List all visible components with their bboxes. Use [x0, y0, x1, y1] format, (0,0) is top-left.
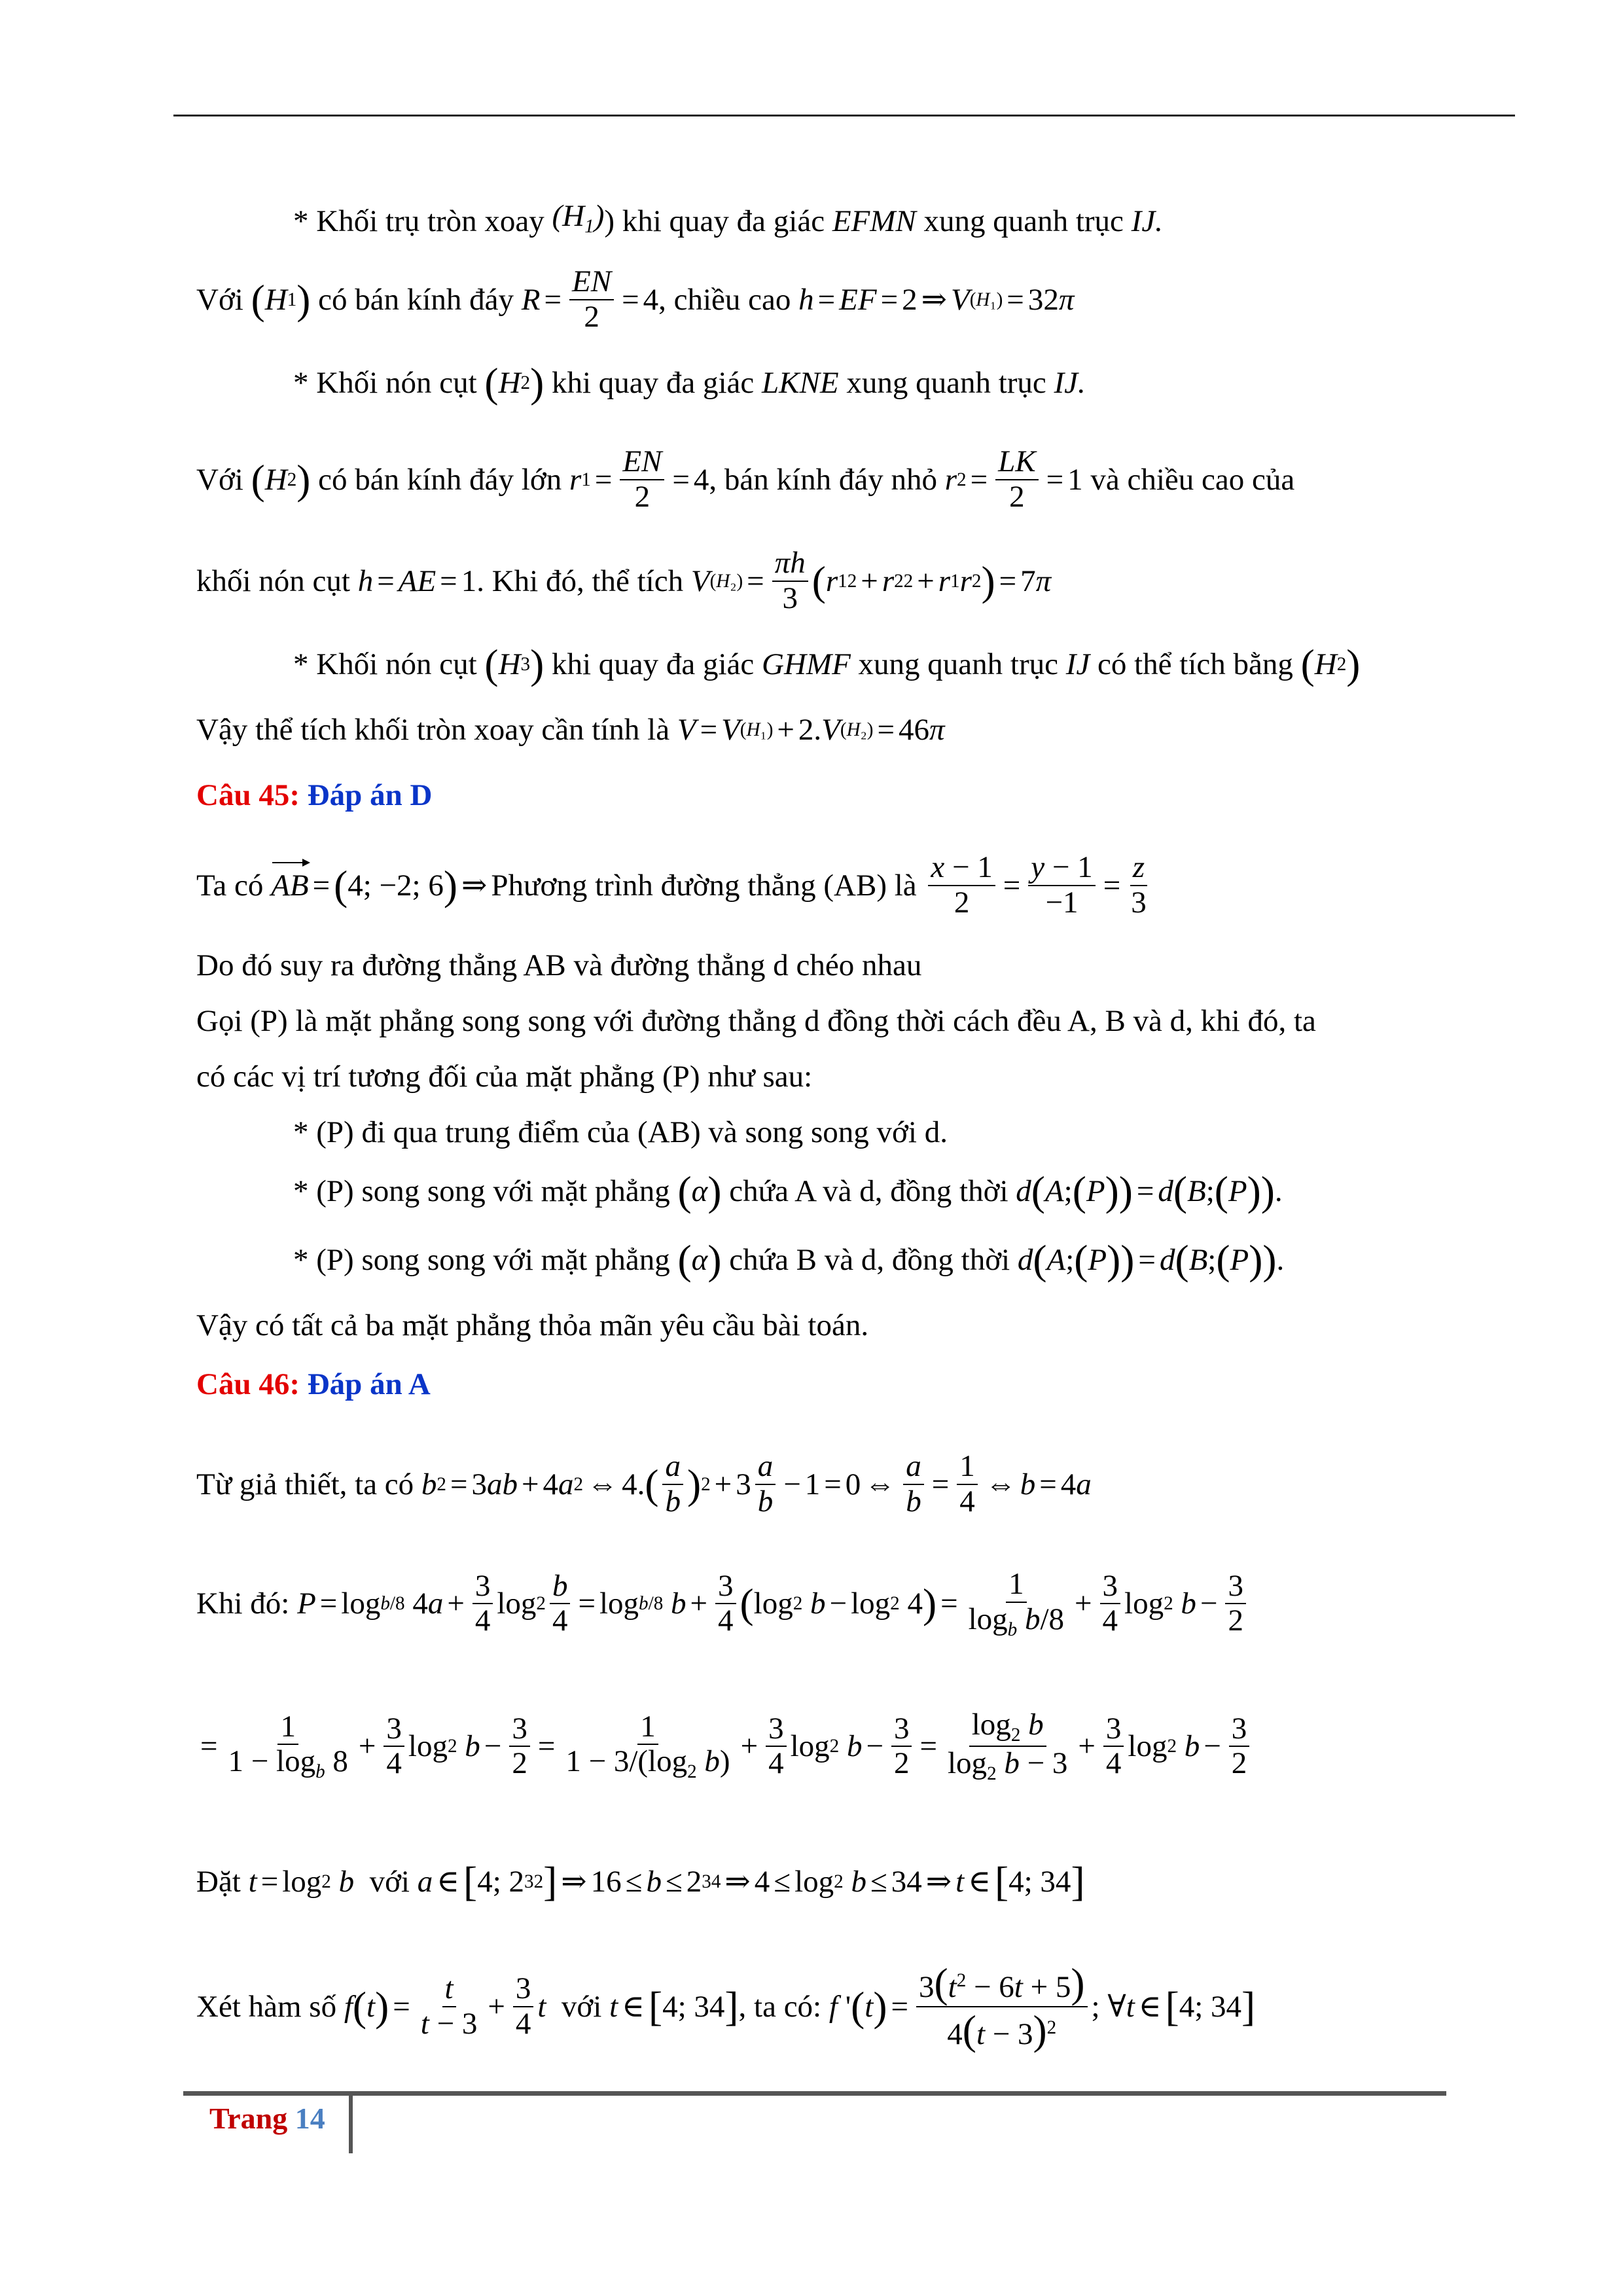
axis-name: IJ.	[1054, 366, 1086, 400]
text: chứa B và d, đồng thời	[729, 1243, 1010, 1277]
text: , chiều cao	[658, 282, 791, 317]
fraction: $\frac{EN}{2}$	[620, 445, 664, 514]
fraction: $\frac{3}{2}$	[891, 1712, 912, 1781]
question-45-heading	[196, 776, 432, 815]
axis-name: IJ.	[1131, 204, 1163, 239]
fraction: $\frac{3}{4}$	[513, 1972, 534, 2041]
answer-label: Đáp án D	[307, 778, 433, 812]
conclusion-45	[196, 1306, 868, 1345]
substitution-line: Đặt t = log 2 b với a ∈ [ 4; 2 32 ] ⇒ 16 ≤ b ≤ 2 34 ⇒ 4 ≤ log 2 b ≤ 34 ⇒ t ∈ [ 4; 34 ]	[196, 1858, 1085, 1905]
page-number-value: 14	[294, 2102, 325, 2135]
fraction: $\frac{3}{4}$	[383, 1712, 404, 1781]
fraction: $\frac{3}{4}$	[766, 1712, 787, 1781]
page-label: Trang	[209, 2102, 288, 2135]
fraction: $\frac{a}{b}$	[755, 1450, 776, 1518]
fraction: $\frac{3(t^2 - 6t + 5)}{4(t - 3)^2}$	[916, 1960, 1088, 2053]
text: khối nón cụt	[196, 564, 350, 598]
h3-frustum-line: * Khối nón cụt ( H 3 ) khi quay đa giác GHMF xung quanh trục IJ có thể tích bằng ( H 2 )	[293, 641, 1361, 687]
hypothesis-equation: Từ giả thiết, ta có b 2 = 3 ab + 4 a 2 ⇔ 4. ( $\frac{a}{b}$ ) 2 + 3 $\frac{a}{b}$ − 1 = 0 ⇔ $\frac{a}{b}$ = $\frac{1}{4}$ ⇔ b = 4 a	[196, 1449, 1092, 1518]
plane-p-text-2	[196, 1057, 812, 1096]
fraction: $\frac{EN}{2}$	[569, 265, 614, 334]
text: xung quanh trục	[858, 647, 1058, 681]
text: * Khối nón cụt	[293, 366, 477, 400]
question-label: Câu 45:	[196, 778, 300, 812]
fraction: $\frac{1}{1 - \log_b 8}$	[228, 1709, 348, 1783]
text: Đặt	[196, 1865, 241, 1899]
total-volume-line: Vậy thể tích khối tròn xoay cần tính là V = V (H₁) + 2. V (H₂) = 46 π	[196, 710, 945, 749]
text: Từ giả thiết, ta có	[196, 1467, 414, 1501]
text: có các vị trí tương đối của mặt phẳng (P) như sau:	[196, 1060, 813, 1094]
text: Vậy thể tích khối tròn xoay cần tính là	[196, 713, 670, 747]
page-number	[209, 2101, 325, 2136]
fraction: $\frac{1}{1 - 3/(\log_2 b)}$	[565, 1709, 730, 1783]
text: có bán kính đáy lớn	[318, 462, 562, 497]
case-3: * (P) song song với mặt phẳng ( α ) chứa B và d, đồng thời d ( A ; ( P ) ) = d ( B ; ( P ) ) .	[293, 1236, 1285, 1283]
fraction: $\frac{3}{4}$	[473, 1570, 493, 1638]
question-46-heading	[196, 1365, 431, 1404]
text: , ta có:	[738, 1989, 822, 2024]
fraction: $\frac{z}{3}$	[1131, 850, 1147, 920]
polygon-name: GHMF	[762, 647, 851, 681]
fraction: $\frac{1}{\log_b b/8}$	[968, 1567, 1065, 1640]
text: * Khối trụ tròn xoay	[293, 204, 544, 239]
text: xung quanh trục	[846, 366, 1046, 400]
p-expression-1: Khi đó: P = log b/8 4 a + $\frac{3}{4}$ log 2 $\frac{b}{4}$ = log b/8 b + $\frac{3}{4}$ ( log 2 b − log 2 4 ) = $\frac{1}{\log_b b/8}$ + $\frac{3}{4}$ log 2 b − $\frac{3}{2}$	[196, 1568, 1250, 1640]
footer-divider	[349, 2096, 353, 2153]
text: khi quay đa giác	[551, 366, 755, 400]
text: ) khi quay đa giác	[604, 204, 825, 239]
text: Với	[196, 462, 243, 497]
fraction: $\frac{y - 1}{-1}$	[1028, 851, 1095, 920]
fraction: $\frac{3}{4}$	[1100, 1570, 1121, 1638]
text: với	[369, 1865, 410, 1899]
fraction: $\frac{1}{4}$	[957, 1450, 978, 1518]
text: , bán kính đáy nhỏ	[709, 462, 937, 497]
text: Với	[196, 282, 243, 317]
text: . Khi đó, thể tích	[476, 564, 684, 598]
answer-label: Đáp án A	[307, 1367, 431, 1401]
h1-solid-line: * Khối trụ tròn xoay $(H_1)$ ) khi quay đa giác EFMN xung quanh trục IJ.	[293, 196, 1163, 246]
text: (H	[552, 199, 585, 233]
fraction: $\frac{a}{b}$	[903, 1450, 924, 1518]
line-ab-equation: Ta có AB = ( 4; −2; 6 ) ⇒ Phương trình đường thẳng (AB) là $\frac{x - 1}{2}$ = $\frac{y - 1}{-1}$ = $\frac{z}{3}$	[196, 851, 1153, 920]
fraction: $\frac{a}{b}$	[662, 1450, 683, 1518]
function-study-line: Xét hàm số f ( t ) = $\frac{t}{t - 3}$ + $\frac{3}{4}$ t với t ∈ [ 4; 34 ] , ta có: f ' ( t ) = $\frac{3(t^2 - 6t + 5)}{4(t - 3)^2}$ ; ∀ t ∈ [ 4; 34 ]	[196, 1960, 1256, 2053]
text: chứa A và d, đồng thời	[729, 1174, 1008, 1208]
text: * (P) song song với mặt phẳng	[293, 1174, 670, 1208]
text: với	[561, 1989, 602, 2024]
text: * Khối nón cụt	[293, 647, 477, 681]
skew-lines-text	[196, 946, 921, 985]
polygon-name: EFMN	[832, 204, 916, 239]
text: * (P) song song với mặt phẳng	[293, 1243, 670, 1277]
h2-frustum-line: * Khối nón cụt ( H 2 ) khi quay đa giác LKNE xung quanh trục IJ.	[293, 359, 1086, 406]
h2-radius-line: Với ( H 2 ) có bán kính đáy lớn r 1 = $\frac{EN}{2}$ = 4 , bán kính đáy nhỏ r 2 = $\frac{LK}{2}$ = 1 và chiều cao của	[196, 444, 1295, 514]
fraction: $\frac{x - 1}{2}$	[928, 851, 995, 920]
fraction: $\frac{3}{2}$	[1229, 1712, 1250, 1781]
polygon-name: LKNE	[762, 366, 839, 400]
text: Khi đó:	[196, 1587, 290, 1621]
text: * (P) đi qua trung điểm của (AB) và song song với d.	[293, 1115, 948, 1149]
fraction: $\frac{LK}{2}$	[995, 445, 1039, 514]
case-2: * (P) song song với mặt phẳng ( α ) chứa A và d, đồng thời d ( A ; ( P ) ) = d ( B ; ( P ) ) .	[293, 1168, 1283, 1214]
text: Do đó suy ra đường thẳng AB và đường thẳng d chéo nhau	[196, 948, 922, 982]
fraction: $\frac{\log_2 b}{\log_2 b - 3}$	[948, 1708, 1068, 1785]
text: xung quanh trục	[923, 204, 1124, 239]
text: có bán kính đáy	[318, 282, 514, 317]
text: Ta có	[196, 868, 264, 903]
fraction: $\frac{\pi h}{3}$	[772, 547, 808, 615]
p-expression-2: = $\frac{1}{1 - \log_b 8}$ + $\frac{3}{4}$ log 2 b − $\frac{3}{2}$ = $\frac{1}{1 - 3/(\log_2 b)}$ + $\frac{3}{4}$ log 2 b − $\frac{3}{2}$ = $\frac{\log_2 b}{\log_2 b - 3}$ + $\frac{3}{4}$ log 2 b − $\frac{3}{2}$	[196, 1708, 1253, 1784]
fraction: $\frac{3}{4}$	[715, 1570, 736, 1638]
h1-radius-line: Với ( H 1 ) có bán kính đáy R = $\frac{EN}{2}$ = 4 , chiều cao h = EF = 2 ⇒ V (H₁) = 32 π	[196, 264, 1075, 334]
text: khi quay đa giác	[551, 647, 755, 681]
question-label: Câu 46:	[196, 1367, 300, 1401]
fraction: $\frac{3}{2}$	[1225, 1570, 1246, 1638]
case-1	[293, 1113, 948, 1152]
fraction: $\frac{3}{4}$	[1103, 1712, 1124, 1781]
fraction: $\frac{3}{2}$	[509, 1712, 530, 1781]
fraction: $\frac{t}{t - 3}$	[420, 1971, 478, 2041]
text: Xét hàm số	[196, 1989, 337, 2024]
fraction: $\frac{b}{4}$	[550, 1570, 571, 1638]
header-rule	[173, 115, 1515, 117]
text: Gọi (P) là mặt phẳng song song với đường thẳng d đồng thời cách đều A, B và d, khi đó, ta	[196, 1004, 1316, 1038]
text: và chiều cao của	[1090, 462, 1295, 497]
text: Vậy có tất cả ba mặt phẳng thỏa mãn yêu cầu bài toán.	[196, 1308, 869, 1342]
plane-p-text-1	[196, 1001, 1316, 1041]
text: có thể tích bằng	[1097, 647, 1293, 681]
text: Phương trình đường thẳng (AB) là	[491, 868, 917, 903]
h2-volume-line: khối nón cụt h = AE = 1 . Khi đó, thể tích V (H₂) = $\frac{\pi h}{3}$ ( r 1 2 + r 2 2 + r 1 r 2 ) = 7 π	[196, 546, 1052, 615]
footer-rule	[183, 2091, 1446, 2096]
